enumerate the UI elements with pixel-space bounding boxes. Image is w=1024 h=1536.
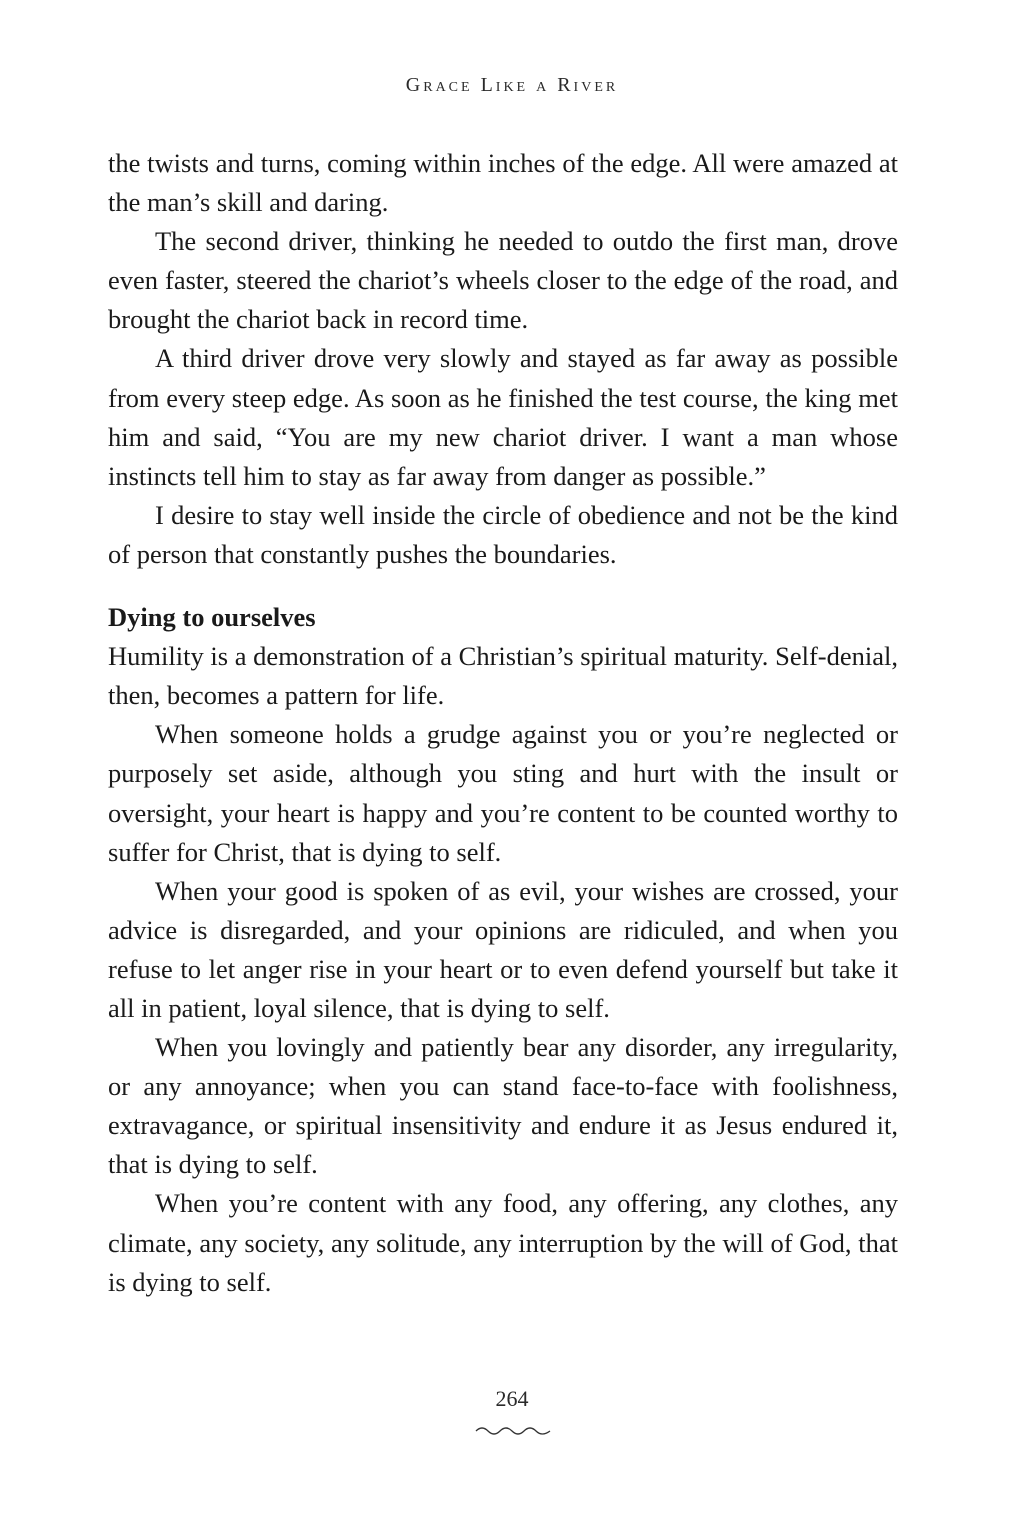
paragraph: Humility is a demonstration of a Christian’s spiritual maturity. Self-denial, then, becomes a pattern for life. <box>108 641 898 711</box>
paragraph: I desire to stay well inside the circle of obedience and not be the kind of person that constantly pushes the boundaries. <box>108 499 898 569</box>
paragraph: A third driver drove very slowly and stayed as far away as possible from every steep edge. As soon as he finished the test course, the king met him and said, “You are my new chariot driver. I want a man whose instincts tell him to stay as far away from danger as possible.” <box>108 343 898 491</box>
running-head: Grace Like a River <box>405 74 619 96</box>
wave-flourish-icon <box>474 1422 552 1440</box>
paragraph: When your good is spoken of as evil, your wishes are crossed, your advice is disregarded, and your opinions are ridiculed, and when you refuse to let anger rise in your heart or to even defend yourself but take it all in patient, loyal silence, that is dying to self. <box>108 875 898 1023</box>
paragraph: When you’re content with any food, any offering, any clothes, any climate, any society, any solitude, any interruption by the will of God, that is dying to self. <box>108 1188 898 1297</box>
paragraph: The second driver, thinking he needed to outdo the first man, drove even faster, steered the chariot’s wheels closer to the edge of the road, and brought the chariot back in record time. <box>108 226 898 335</box>
page-number: 264 <box>495 1386 529 1411</box>
paragraph: When you lovingly and patiently bear any disorder, any irregularity, or any annoyance; when you can stand face-to-face with foolishness, extravagance, or spiritual insensitivity and endure it as Jesus endured it, that is dying to self. <box>108 1032 898 1180</box>
body-text <box>108 144 898 1302</box>
paragraph: When someone holds a grudge against you or you’re neglected or purposely set aside, although you sting and hurt with the insult or oversight, your heart is happy and you’re content to be counted worthy to suffer for Christ, that is dying to self. <box>108 719 898 867</box>
paragraph: the twists and turns, coming within inches of the edge. All were amazed at the man’s skill and daring. <box>108 148 898 218</box>
section-heading: Dying to ourselves <box>108 602 316 633</box>
